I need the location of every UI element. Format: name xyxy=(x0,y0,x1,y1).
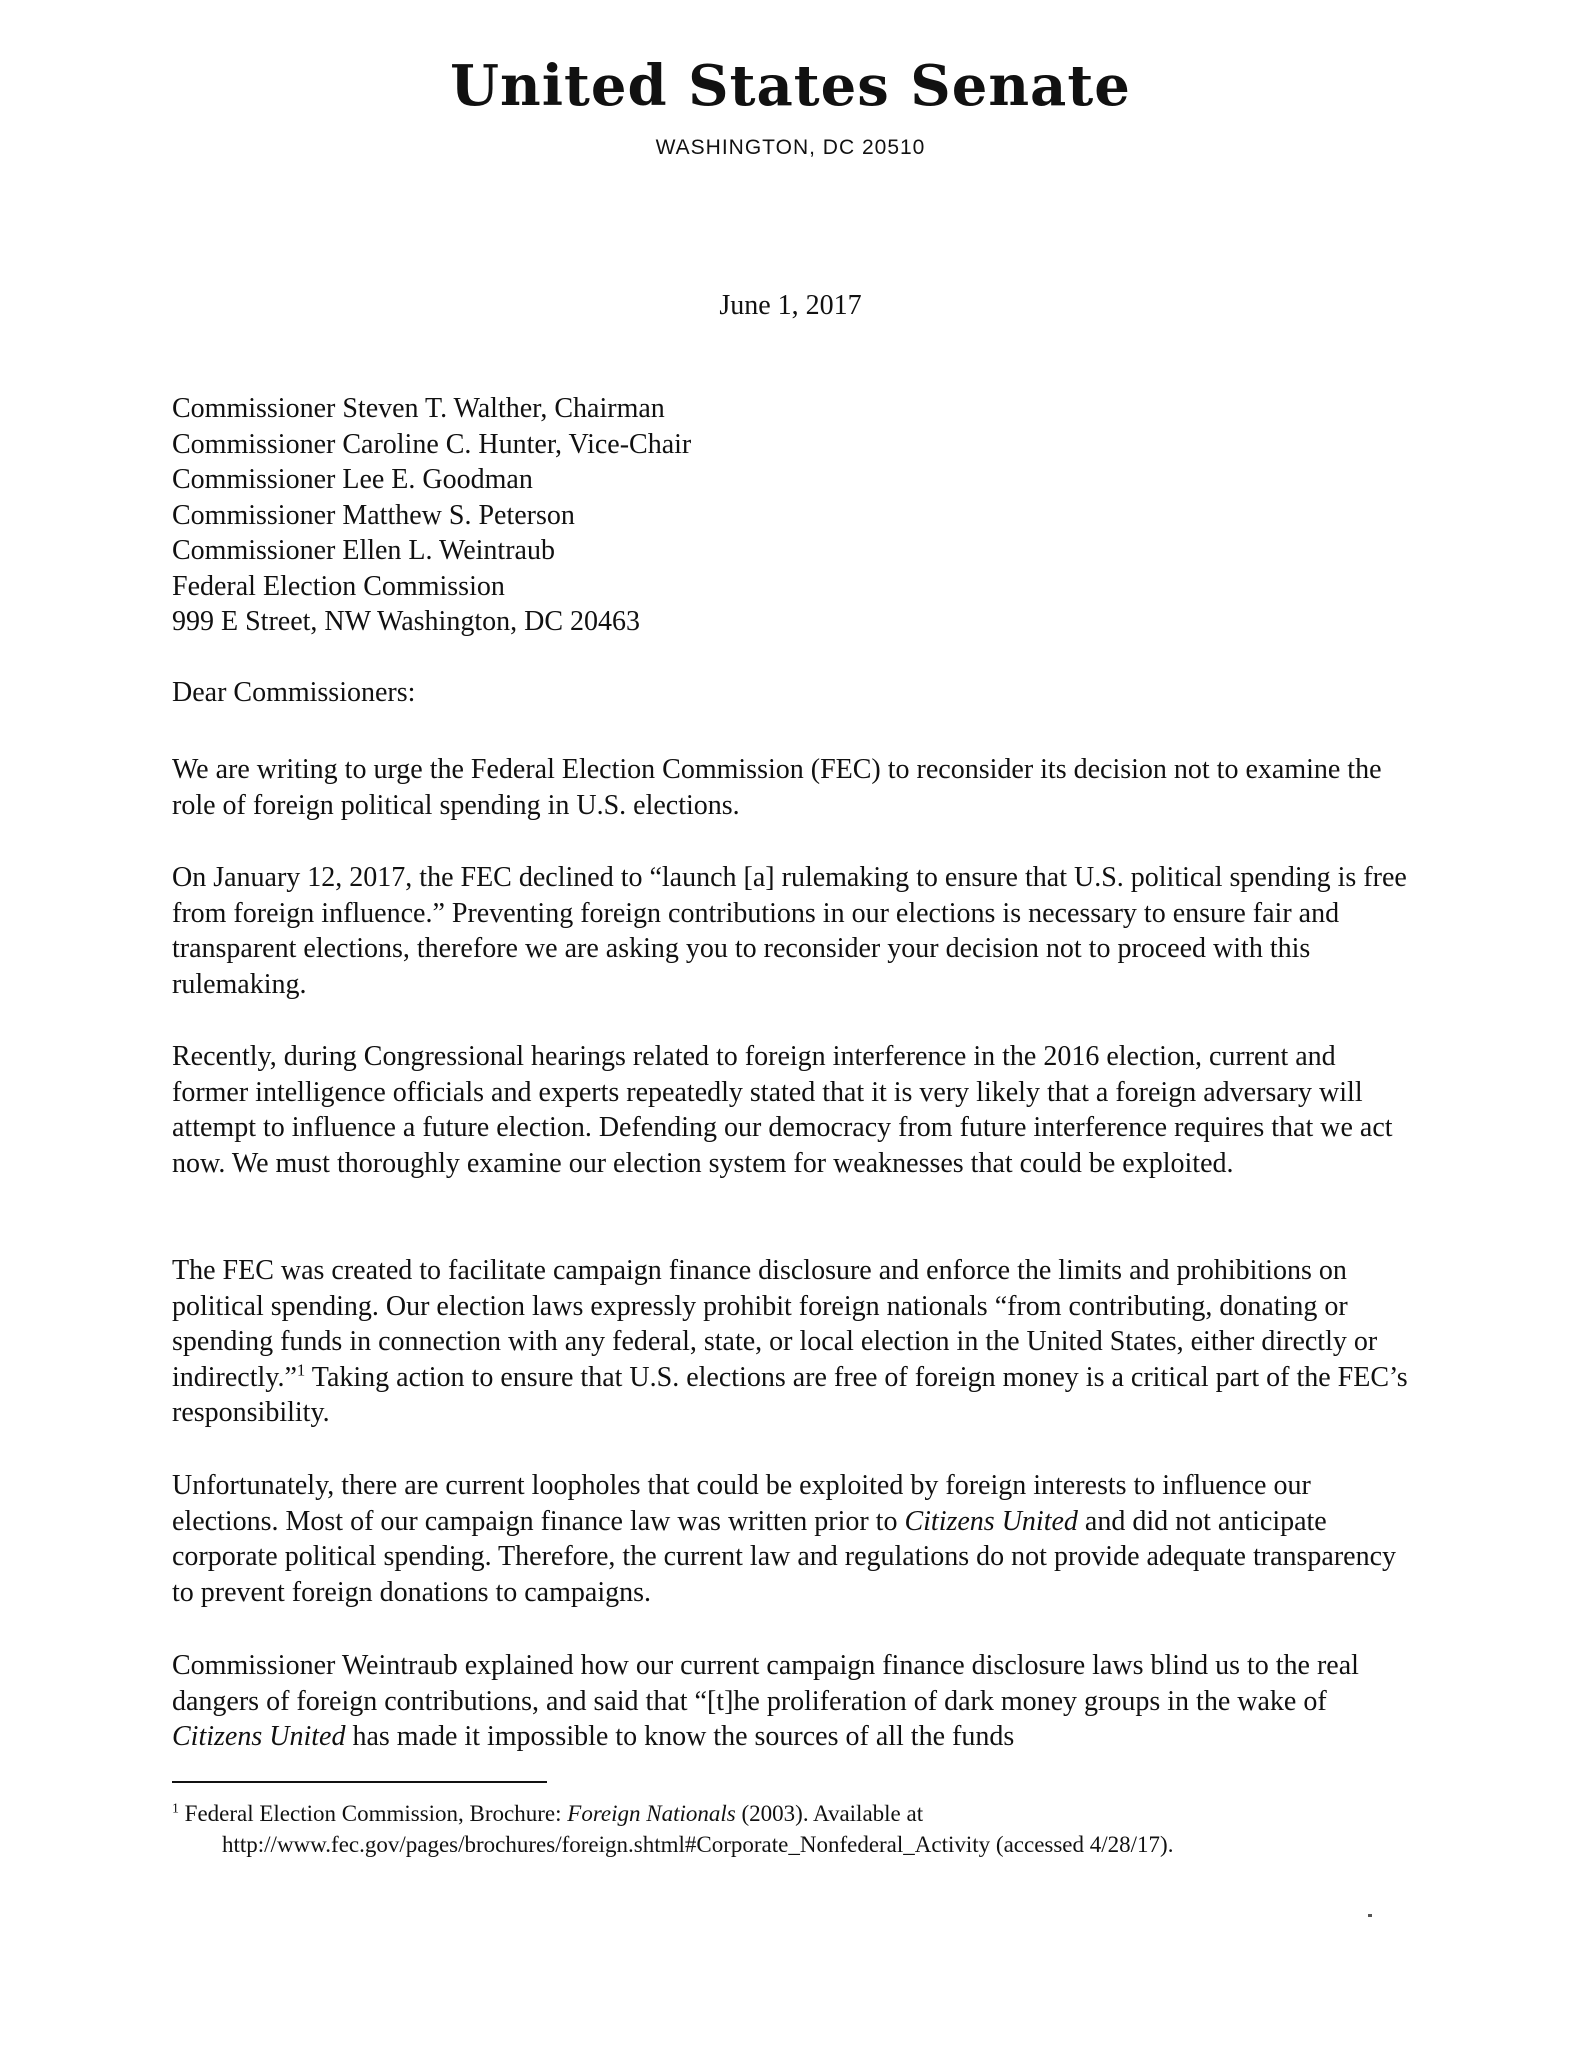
paragraph-text: We are writing to urge the Federal Election Commission (FEC) to reconsider its decision not to examine the role of foreign political spending in U.S. elections. xyxy=(172,754,1382,821)
footnote xyxy=(172,1798,1412,1860)
footnote-url: http://www.fec.gov/pages/brochures/foreign.shtml#Corporate_Nonfederal_Activity (accessed 4/28/17). xyxy=(222,1832,1174,1857)
case-name-italic: Citizens United xyxy=(904,1505,1078,1537)
footnote-text: (2003). Available at xyxy=(735,1801,924,1826)
addressee-line: Commissioner Matthew S. Peterson xyxy=(172,499,575,531)
footnote-number: 1 xyxy=(172,1800,179,1816)
scan-speck xyxy=(1368,1914,1372,1917)
letter-date: June 1, 2017 xyxy=(719,290,862,321)
footnote-title-italic: Foreign Nationals xyxy=(567,1801,736,1826)
paragraph-text-part: Taking action to ensure that U.S. elections are free of foreign money is a critical part of the FEC’s responsibility. xyxy=(172,1361,1408,1428)
footnote-divider xyxy=(172,1781,547,1783)
salutation: Dear Commissioners: xyxy=(172,677,416,708)
paragraph-text-part: The FEC was created to facilitate campaign finance disclosure and enforce the limits and prohibitions on political spending. Our election laws expressly prohibit foreign nationals “from contributing, donating or spending funds in connection with any federal, state, or local election in the United States, either directly or indirectly.” xyxy=(172,1255,1378,1393)
addressee-line: Commissioner Ellen L. Weintraub xyxy=(172,535,555,566)
paragraph-2 xyxy=(172,860,1412,1002)
footnote-reference: 1 xyxy=(296,1360,306,1380)
letterhead-location: WASHINGTON, DC 20510 xyxy=(655,136,926,159)
addressee-block xyxy=(172,391,1412,640)
paragraph-text xyxy=(172,1648,1412,1755)
addressee-line: Federal Election Commission xyxy=(172,570,505,602)
paragraph-text-part: has made it impossible to know the sources of all the funds xyxy=(345,1721,1015,1752)
paragraph-text-part: Commissioner Weintraub explained how our current campaign finance disclosure laws blind us to the real dangers of foreign contributions, and said that “[t]he proliferation of dark money groups in the wake of xyxy=(172,1650,1359,1717)
paragraph-1 xyxy=(172,752,1412,823)
paragraph-3 xyxy=(172,1039,1412,1181)
case-name-italic: Citizens United xyxy=(172,1721,346,1752)
addressee-line: Commissioner Lee E. Goodman xyxy=(172,464,533,495)
paragraph-5 xyxy=(172,1468,1412,1610)
addressee-line: Commissioner Steven T. Walther, Chairman xyxy=(172,393,665,424)
paragraph-text: On January 12, 2017, the FEC declined to “launch [a] rulemaking to ensure that U.S. political spending is free from foreign influence.” Preventing foreign contributions in our elections is necessary to ensure fair and transparent elections, therefore we are asking you to reconsider your decision not to proceed with this rulemaking. xyxy=(172,862,1407,1000)
footnote-text: Federal Election Commission, Brochure: xyxy=(178,1801,568,1826)
paragraph-6 xyxy=(172,1648,1412,1755)
paragraph-4 xyxy=(172,1253,1412,1431)
letterhead-title: United States Senate xyxy=(450,53,1131,119)
paragraph-text xyxy=(172,1253,1412,1431)
paragraph-text xyxy=(172,1468,1412,1610)
paragraph-text-part: Unfortunately, there are current loopholes that could be exploited by foreign interests to influence our elections. Most of our campaign finance law was written prior to xyxy=(172,1470,1311,1537)
paragraph-text-part: and did not anticipate corporate political spending. Therefore, the current law and regulations do not provide adequate transparency to prevent foreign donations to campaigns. xyxy=(172,1505,1397,1608)
footnote-line-1 xyxy=(172,1798,1412,1829)
addressee-line: Commissioner Caroline C. Hunter, Vice-Chair xyxy=(172,428,692,460)
paragraph-text: Recently, during Congressional hearings related to foreign interference in the 2016 election, current and former intelligence officials and experts repeatedly stated that it is very likely that a foreign adversary will attempt to influence a future election. Defending our democracy from future interference requires that we act now. We must thoroughly examine our election system for weaknesses that could be exploited. xyxy=(172,1041,1393,1179)
addressee-line: 999 E Street, NW Washington, DC 20463 xyxy=(172,606,641,637)
